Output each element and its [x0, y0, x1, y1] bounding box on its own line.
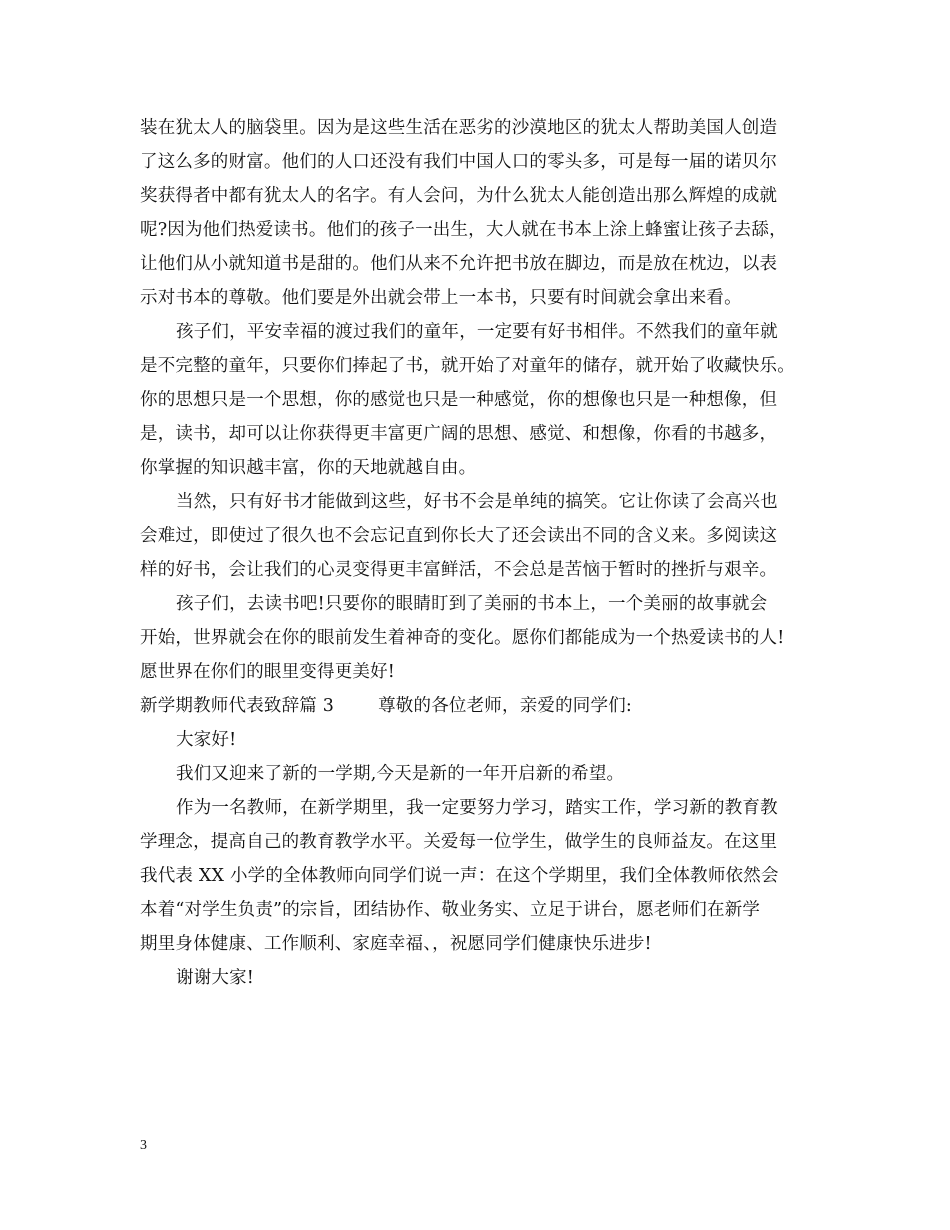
body-line: 装在犹太人的脑袋里。因为是这些生活在恶劣的沙漠地区的犹太人帮助美国人创造 [140, 118, 778, 138]
salutation: 尊敬的各位老师，亲爱的同学们: [378, 696, 633, 716]
document-body [140, 111, 820, 995]
paragraph-first-line: 我们又迎来了新的一学期,今天是新的一年开启新的希望。 [176, 764, 625, 784]
paragraph-first-line: 当然，只有好书才能做到这些，好书不会是单纯的搞笑。它让你读了会高兴也 [176, 492, 778, 512]
page-number: 3 [140, 1138, 147, 1153]
body-line: 呢?因为他们热爱读书。他们的孩子一出生，大人就在书本上涂上蜂蜜让孩子去舔， [140, 220, 787, 240]
body-line: 我代表 XX 小学的全体教师向同学们说一声：在这个学期里，我们全体教师依然会 [140, 866, 779, 886]
body-line: 样的好书，会让我们的心灵变得更丰富鲜活，不会总是苦恼于暂时的挫折与艰辛。 [140, 560, 778, 580]
body-line: 让他们从小就知道书是甜的。他们从来不允许把书放在脚边，而是放在枕边，以表 [140, 254, 778, 274]
body-line: 是，读书，却可以让你获得更丰富更广阔的思想、感觉、和想像，你看的书越多， [140, 424, 778, 444]
body-line: 愿世界在你们的眼里变得更美好! [140, 662, 396, 682]
body-line: 学理念，提高自己的教育教学水平。关爱每一位学生，做学生的良师益友。在这里 [140, 832, 778, 852]
body-line: 你掌握的知识越丰富，你的天地就越自由。 [140, 458, 477, 478]
paragraph-first-line: 孩子们，去读书吧!只要你的眼睛盯到了美丽的书本上，一个美丽的故事就会 [176, 594, 768, 614]
body-line: 会难过，即使过了很久也不会忘记直到你长大了还会读出不同的含义来。多阅读这 [140, 526, 778, 546]
body-line: 了这么多的财富。他们的人口还没有我们中国人口的零头多，可是每一届的诺贝尔 [140, 152, 778, 172]
section-heading [140, 689, 820, 723]
body-line: 开始，世界就会在你的眼前发生着神奇的变化。愿你们都能成为一个热爱读书的人! [140, 628, 785, 648]
paragraph-first-line: 孩子们，平安幸福的渡过我们的童年，一定要有好书相伴。不然我们的童年就 [176, 322, 778, 342]
closing-line: 谢谢大家! [176, 968, 255, 988]
body-line: 本着“对学生负责”的宗旨，团结协作、敬业务实、立足于讲台，愿老师们在新学 [140, 900, 761, 920]
body-line: 示对书本的尊敬。他们要是外出就会带上一本书，只要有时间就会拿出来看。 [140, 288, 742, 308]
body-line: 奖获得者中都有犹太人的名字。有人会问，为什么犹太人能创造出那么辉煌的成就 [140, 186, 778, 206]
body-line: 是不完整的童年，只要你们捧起了书，就开始了对童年的储存，就开始了收藏快乐。 [140, 356, 795, 376]
section-title: 新学期教师代表致辞篇 3 [140, 696, 335, 716]
body-line: 你的思想只是一个思想，你的感觉也只是一种感觉，你的想像也只是一种想像，但 [140, 390, 778, 410]
greeting-line: 大家好! [176, 730, 237, 750]
paragraph-first-line: 作为一名教师，在新学期里，我一定要努力学习，踏实工作，学习新的教育教 [176, 798, 778, 818]
body-line: 期里身体健康、工作顺利、家庭幸福、，祝愿同学们健康快乐进步! [140, 934, 652, 954]
